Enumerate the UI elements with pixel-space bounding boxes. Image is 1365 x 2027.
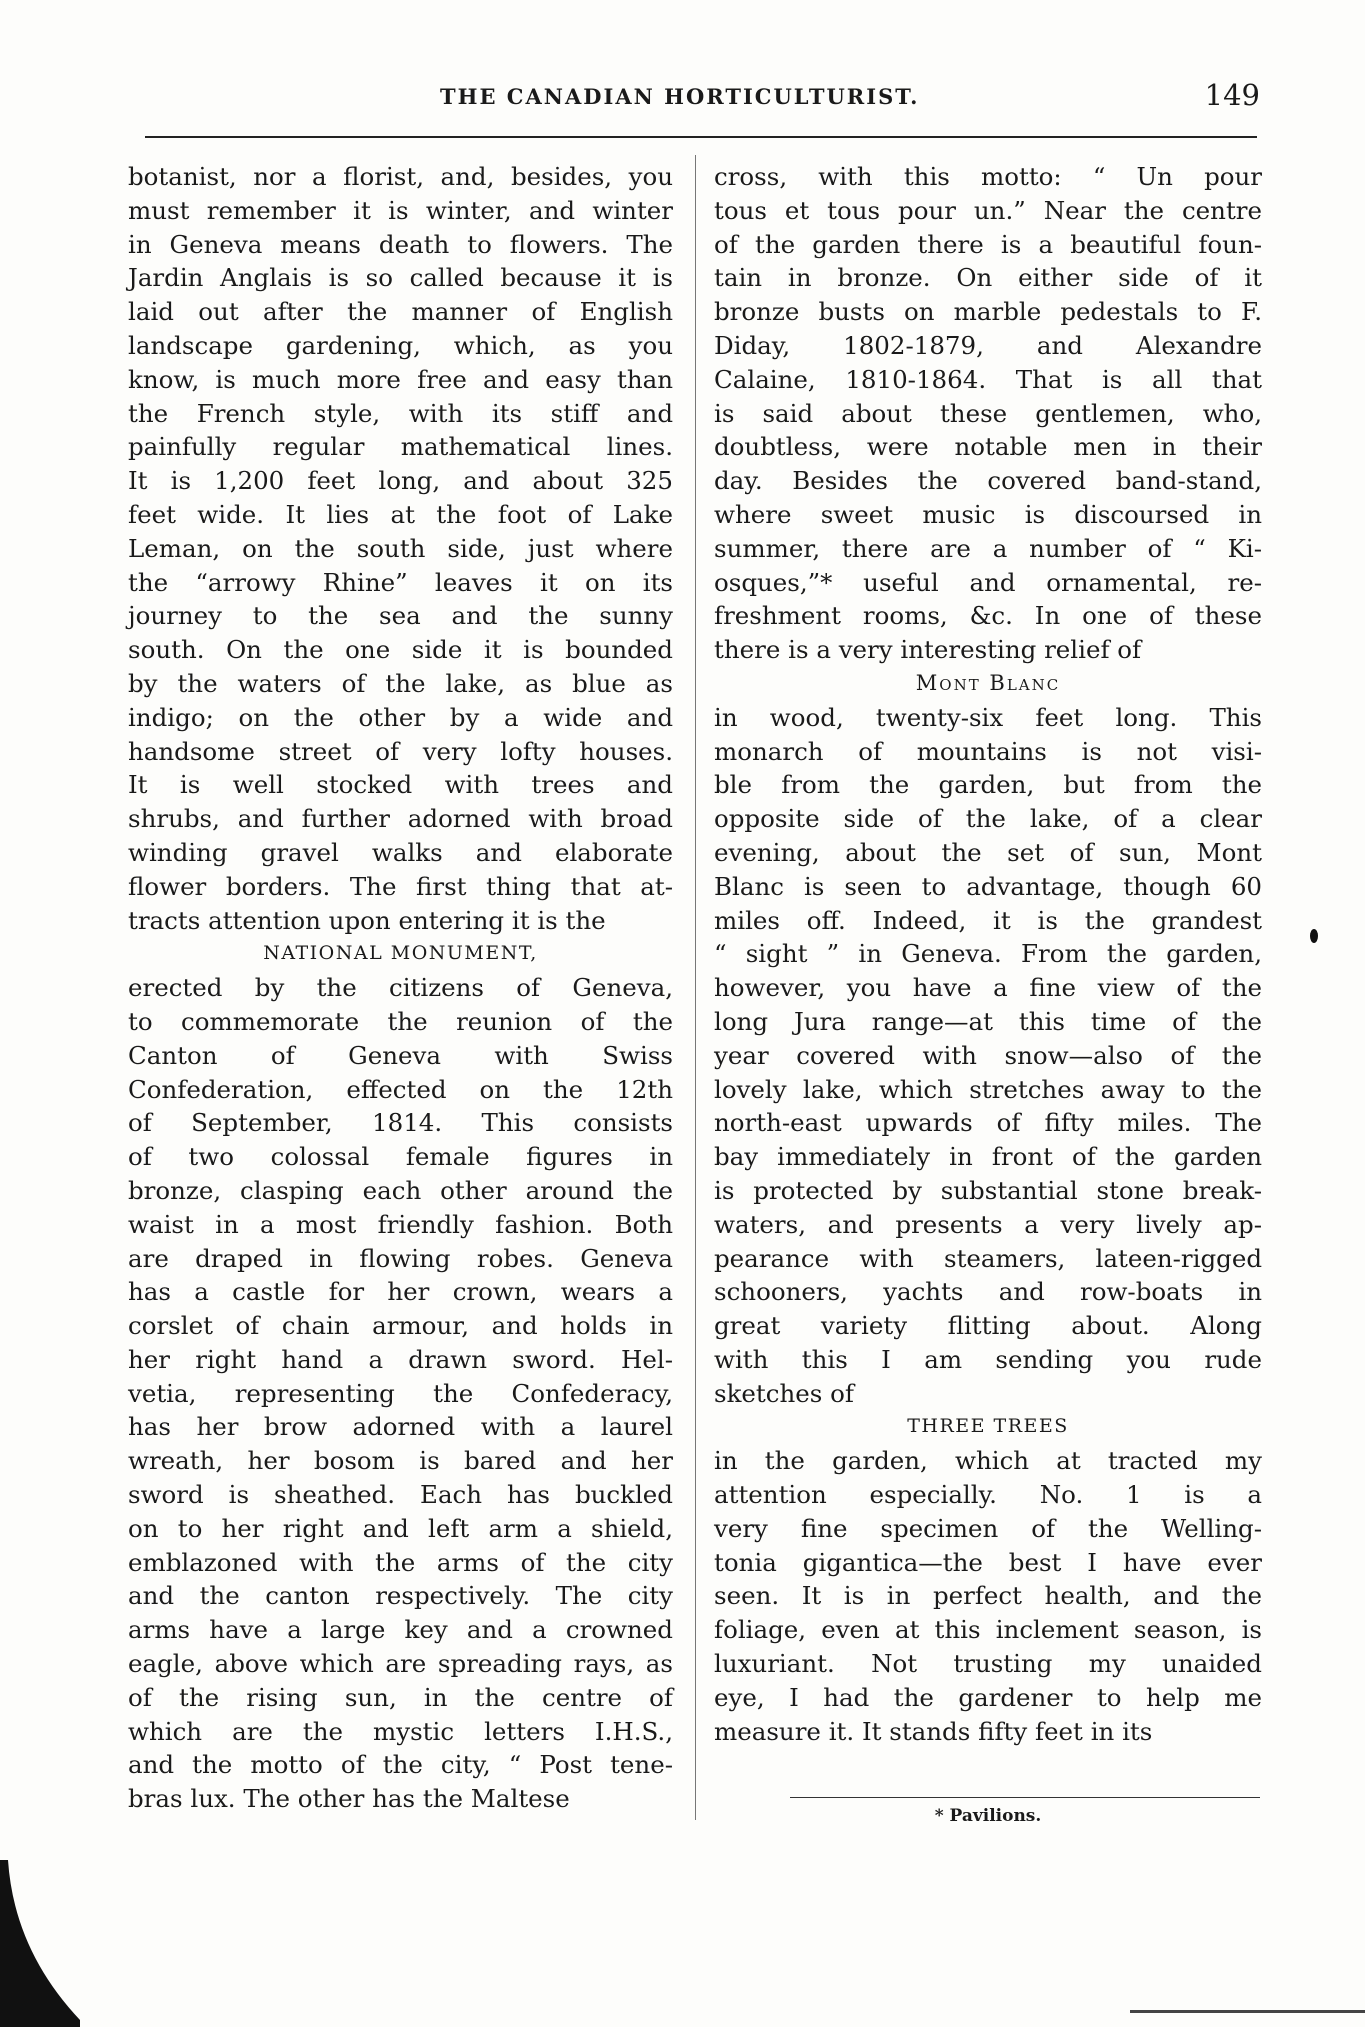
text-line: landscape gardening, which, as you [128,330,673,360]
right-paragraph-1 [714,160,1262,667]
text-line: where sweet music is discoursed in [714,499,1262,529]
text-line: Calaine, 1810-1864. That is all that [714,364,1262,394]
text-line: Confederation, effected on the 12th [128,1074,673,1104]
text-line: are draped in flowing robes. Geneva [128,1243,673,1273]
text-line: in the garden, which at tracted my [714,1446,1262,1476]
text-line: must remember it is winter, and winter [128,195,673,225]
text-line: know, is much more free and easy than [128,364,673,394]
text-line: has a castle for her crown, wears a [128,1277,673,1307]
running-title: THE CANADIAN HORTICULTURIST. [440,84,920,109]
heading-mont-blanc: Mont Blanc [915,670,1061,695]
right-column [714,160,1262,1748]
ink-dot [1310,929,1318,943]
text-line: by the waters of the lake, as blue as [128,668,673,698]
text-line: doubtless, were notable men in their [714,432,1262,462]
footnote-rule [790,1797,1260,1798]
text-line: tracts attention upon entering it is the [128,905,606,935]
text-line: waters, and presents a very lively ap- [714,1209,1262,1239]
page-edge-shadow [0,1860,80,2027]
text-line: there is a very interesting relief of [714,635,1142,665]
column-divider [695,155,696,1820]
text-line: on to her right and left arm a shield, [128,1513,673,1543]
text-line: of September, 1814. This consists [128,1108,673,1138]
text-line: of two colossal female figures in [128,1142,673,1172]
text-line: eagle, above which are spreading rays, as [128,1649,673,1679]
text-line: bay immediately in front of the garden [714,1142,1262,1172]
text-line: sketches of [714,1378,854,1408]
bottom-edge-rule [1130,2010,1365,2013]
text-line: cross, with this motto: “ Un pour [714,162,1262,191]
text-line: day. Besides the covered band-stand, [714,466,1262,496]
text-line: in wood, twenty-six feet long. This [714,702,1262,732]
text-line: and the motto of the city, “ Post tene- [128,1750,673,1780]
text-line: indigo; on the other by a wide and [128,702,673,732]
text-line: with this I am sending you rude [714,1344,1262,1374]
text-line: bronze busts on marble pedestals to F. [714,297,1262,327]
text-line: Jardin Anglais is so called because it is [128,263,673,293]
text-line: “ sight ” in Geneva. From the garden, [714,939,1262,969]
text-line: however, you have a fine view of the [714,973,1262,1003]
text-line: seen. It is in perfect health, and the [714,1581,1262,1611]
text-line: miles off. Indeed, it is the grandest [714,905,1262,935]
text-line: monarch of mountains is not visi- [714,736,1262,766]
text-line: vetia, representing the Confederacy, [128,1378,673,1408]
text-line: tain in bronze. On either side of it [714,263,1262,293]
text-line: winding gravel walks and elaborate [128,837,673,867]
right-paragraph-3 [714,1444,1262,1748]
text-line: very fine specimen of the Welling- [714,1513,1262,1543]
text-line: foliage, even at this inclement season, is [714,1615,1262,1645]
text-line: laid out after the manner of English [128,297,673,327]
text-line: the “arrowy Rhine” leaves it on its [128,567,673,597]
text-line: Blanc is seen to advantage, though 60 [714,871,1262,901]
text-line: botanist, nor a florist, and, besides, you [128,162,673,191]
text-line: bronze, clasping each other around the [128,1175,673,1205]
text-line: wreath, her bosom is bared and her [128,1446,673,1476]
text-line: is said about these gentlemen, who, [714,398,1262,428]
text-line: emblazoned with the arms of the city [128,1547,673,1577]
header-rule [145,136,1257,138]
text-line: summer, there are a number of “ Ki- [714,533,1262,563]
text-line: of the garden there is a beautiful foun- [714,229,1262,259]
left-paragraph-1 [128,160,673,937]
text-line: painfully regular mathematical lines. [128,432,673,462]
left-paragraph-2 [128,971,673,1816]
text-line: It is well stocked with trees and [128,770,673,800]
text-line: tous et tous pour un.” Near the centre [714,195,1262,225]
text-line: bras lux. The other has the Maltese [128,1784,570,1814]
text-line: great variety flitting about. Along [714,1311,1262,1341]
text-line: pearance with steamers, lateen-rigged [714,1243,1262,1273]
text-line: corslet of chain armour, and holds in [128,1311,673,1341]
text-line: journey to the sea and the sunny [128,601,673,631]
text-line: freshment rooms, &c. In one of these [714,601,1262,631]
text-line: of the rising sun, in the centre of [128,1682,673,1712]
text-line: which are the mystic letters I.H.S., [128,1716,673,1746]
text-line: arms have a large key and a crowned [128,1615,673,1645]
text-line: eye, I had the gardener to help me [714,1682,1262,1712]
text-line: flower borders. The first thing that at- [128,871,673,901]
text-line: measure it. It stands fifty feet in its [714,1716,1153,1746]
text-line: Canton of Geneva with Swiss [128,1040,673,1070]
page-header [140,78,1260,118]
page-number: 149 [1204,78,1260,112]
text-line: handsome street of very lofty houses. [128,736,673,766]
text-line: has her brow adorned with a laurel [128,1412,673,1442]
text-line: attention especially. No. 1 is a [714,1480,1262,1510]
text-line: south. On the one side it is bounded [128,635,673,665]
footnote: * Pavilions. [934,1806,1042,1826]
text-line: osques,”* useful and ornamental, re- [714,567,1262,597]
text-line: luxuriant. Not trusting my unaided [714,1649,1262,1679]
text-line: schooners, yachts and row-boats in [714,1277,1262,1307]
text-line: sword is sheathed. Each has buckled [128,1480,673,1510]
right-paragraph-2 [714,701,1262,1411]
text-line: lovely lake, which stretches away to the [714,1074,1262,1104]
text-line: the French style, with its stiff and [128,398,673,428]
left-column [128,160,673,1816]
text-line: It is 1,200 feet long, and about 325 [128,466,673,496]
text-line: tonia gigantica—the best I have ever [714,1547,1262,1577]
heading-three-trees: THREE TREES [907,1415,1069,1438]
text-line: Diday, 1802-1879, and Alexandre [714,330,1262,360]
text-line: feet wide. It lies at the foot of Lake [128,499,673,529]
text-line: year covered with snow—also of the [714,1040,1262,1070]
text-line: waist in a most friendly fashion. Both [128,1209,673,1239]
text-line: in Geneva means death to flowers. The [128,229,673,259]
heading-national-monument: NATIONAL MONUMENT, [263,942,538,965]
text-line: Leman, on the south side, just where [128,533,673,563]
text-line: and the canton respectively. The city [128,1581,673,1611]
text-line: is protected by substantial stone break- [714,1175,1262,1205]
text-line: opposite side of the lake, of a clear [714,804,1262,834]
text-line: north-east upwards of fifty miles. The [714,1108,1262,1138]
text-line: evening, about the set of sun, Mont [714,837,1262,867]
text-line: erected by the citizens of Geneva, [128,973,673,1003]
text-line: ble from the garden, but from the [714,770,1262,800]
text-line: shrubs, and further adorned with broad [128,804,673,834]
text-line: long Jura range—at this time of the [714,1006,1262,1036]
text-line: to commemorate the reunion of the [128,1006,673,1036]
text-line: her right hand a drawn sword. Hel- [128,1344,673,1374]
